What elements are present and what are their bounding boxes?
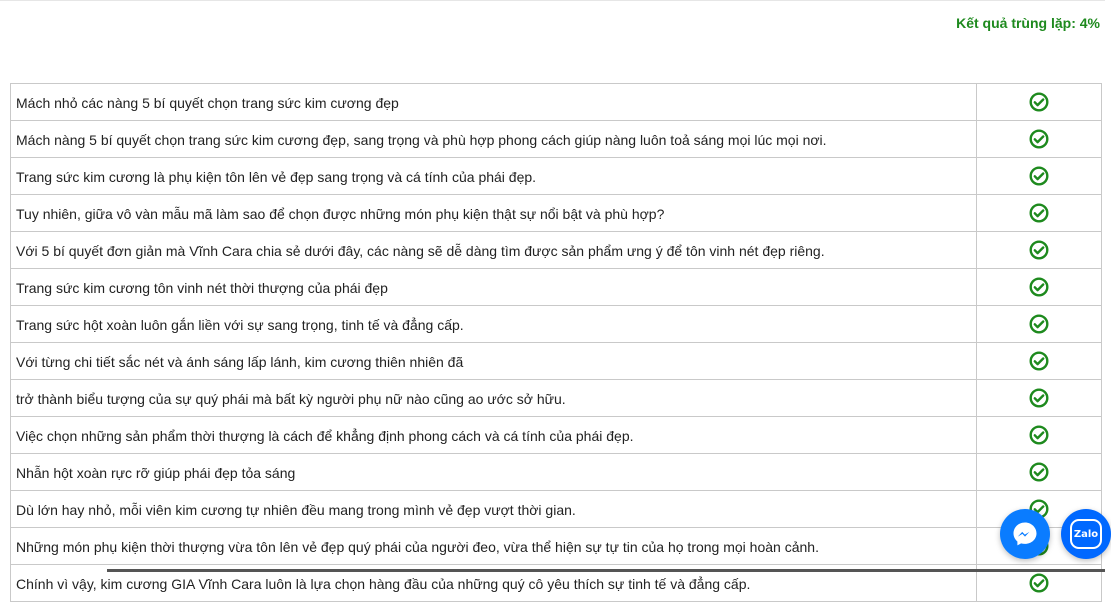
sentence-text: Trang sức hột xoàn luôn gắn liền với sự sang trọng, tinh tế và đẳng cấp.: [11, 306, 977, 343]
table-row: [11, 121, 1102, 158]
sentence-text: Trang sức kim cương tôn vinh nét thời thượng của phái đẹp: [11, 269, 977, 306]
top-divider: [0, 0, 1105, 1]
table-row: [11, 343, 1102, 380]
check-circle-icon: [1029, 166, 1049, 186]
status-cell: [977, 158, 1102, 195]
sentence-text: Mách nhỏ các nàng 5 bí quyết chọn trang sức kim cương đẹp: [11, 84, 977, 121]
zalo-icon: [1070, 519, 1102, 549]
table-row: [11, 84, 1102, 121]
sentence-text: trở thành biểu tượng của sự quý phái mà bất kỳ người phụ nữ nào cũng ao ước sở hữu.: [11, 380, 977, 417]
check-circle-icon: [1029, 277, 1049, 297]
table-row: [11, 232, 1102, 269]
table-row: [11, 454, 1102, 491]
status-cell: [977, 232, 1102, 269]
check-circle-icon: [1029, 462, 1049, 482]
table-row: [11, 269, 1102, 306]
check-circle-icon: [1029, 92, 1049, 112]
sentence-text: Tuy nhiên, giữa vô vàn mẫu mã làm sao để chọn được những món phụ kiện thật sự nổi bật và phù hợp?: [11, 195, 977, 232]
check-circle-icon: [1029, 388, 1049, 408]
sentence-text: Với 5 bí quyết đơn giản mà Vĩnh Cara chia sẻ dưới đây, các nàng sẽ dễ dàng tìm được sản phẩm ưng ý để tôn vinh nét đẹp riêng.: [11, 232, 977, 269]
sentence-text: Nhẫn hột xoàn rực rỡ giúp phái đẹp tỏa sáng: [11, 454, 977, 491]
check-circle-icon: [1029, 203, 1049, 223]
sentence-check-table: [10, 83, 1102, 602]
table-row: [11, 158, 1102, 195]
zalo-icon-label: Zalo: [1073, 528, 1099, 540]
check-circle-icon: [1029, 314, 1049, 334]
status-cell: [977, 380, 1102, 417]
sentence-check-rows: [11, 84, 1102, 602]
status-cell: [977, 269, 1102, 306]
status-cell: [977, 306, 1102, 343]
zalo-chat-button[interactable]: [1061, 509, 1111, 559]
check-circle-icon: [1029, 425, 1049, 445]
check-circle-icon: [1029, 573, 1049, 593]
sentence-text: Với từng chi tiết sắc nét và ánh sáng lấp lánh, kim cương thiên nhiên đã: [11, 343, 977, 380]
messenger-icon: [1011, 520, 1039, 548]
check-circle-icon: [1029, 240, 1049, 260]
table-row: [11, 417, 1102, 454]
table-row: [11, 306, 1102, 343]
sentence-text: Những món phụ kiện thời thượng vừa tôn lên vẻ đẹp quý phái của người đeo, vừa thể hiện sự tự tin của họ trong mọi hoàn cảnh.: [11, 528, 977, 565]
sentence-text: Trang sức kim cương là phụ kiện tôn lên vẻ đẹp sang trọng và cá tính của phái đẹp.: [11, 158, 977, 195]
table-row: [11, 195, 1102, 232]
sentence-text: Việc chọn những sản phẩm thời thượng là cách để khẳng định phong cách và cá tính của phái đẹp.: [11, 417, 977, 454]
horizontal-scrollbar[interactable]: [107, 569, 1105, 572]
table-row: [11, 380, 1102, 417]
sentence-text: Chính vì vậy, kim cương GIA Vĩnh Cara luôn là lựa chọn hàng đầu của những quý cô yêu thích sự tinh tế và đẳng cấp.: [11, 565, 977, 602]
table-row: [11, 491, 1102, 528]
sentence-text: Dù lớn hay nhỏ, mỗi viên kim cương tự nhiên đều mang trong mình vẻ đẹp vượt thời gian.: [11, 491, 977, 528]
messenger-chat-button[interactable]: [1000, 509, 1050, 559]
status-cell: [977, 84, 1102, 121]
status-cell: [977, 195, 1102, 232]
table-row: [11, 528, 1102, 565]
status-cell: [977, 343, 1102, 380]
sentence-text: Mách nàng 5 bí quyết chọn trang sức kim cương đẹp, sang trọng và phù hợp phong cách giúp nàng luôn toả sáng mọi lúc mọi nơi.: [11, 121, 977, 158]
check-circle-icon: [1029, 351, 1049, 371]
status-cell: [977, 121, 1102, 158]
status-cell: [977, 417, 1102, 454]
check-circle-icon: [1029, 129, 1049, 149]
duplicate-result-label: Kết quả trùng lặp: 4%: [956, 15, 1100, 31]
status-cell: [977, 454, 1102, 491]
